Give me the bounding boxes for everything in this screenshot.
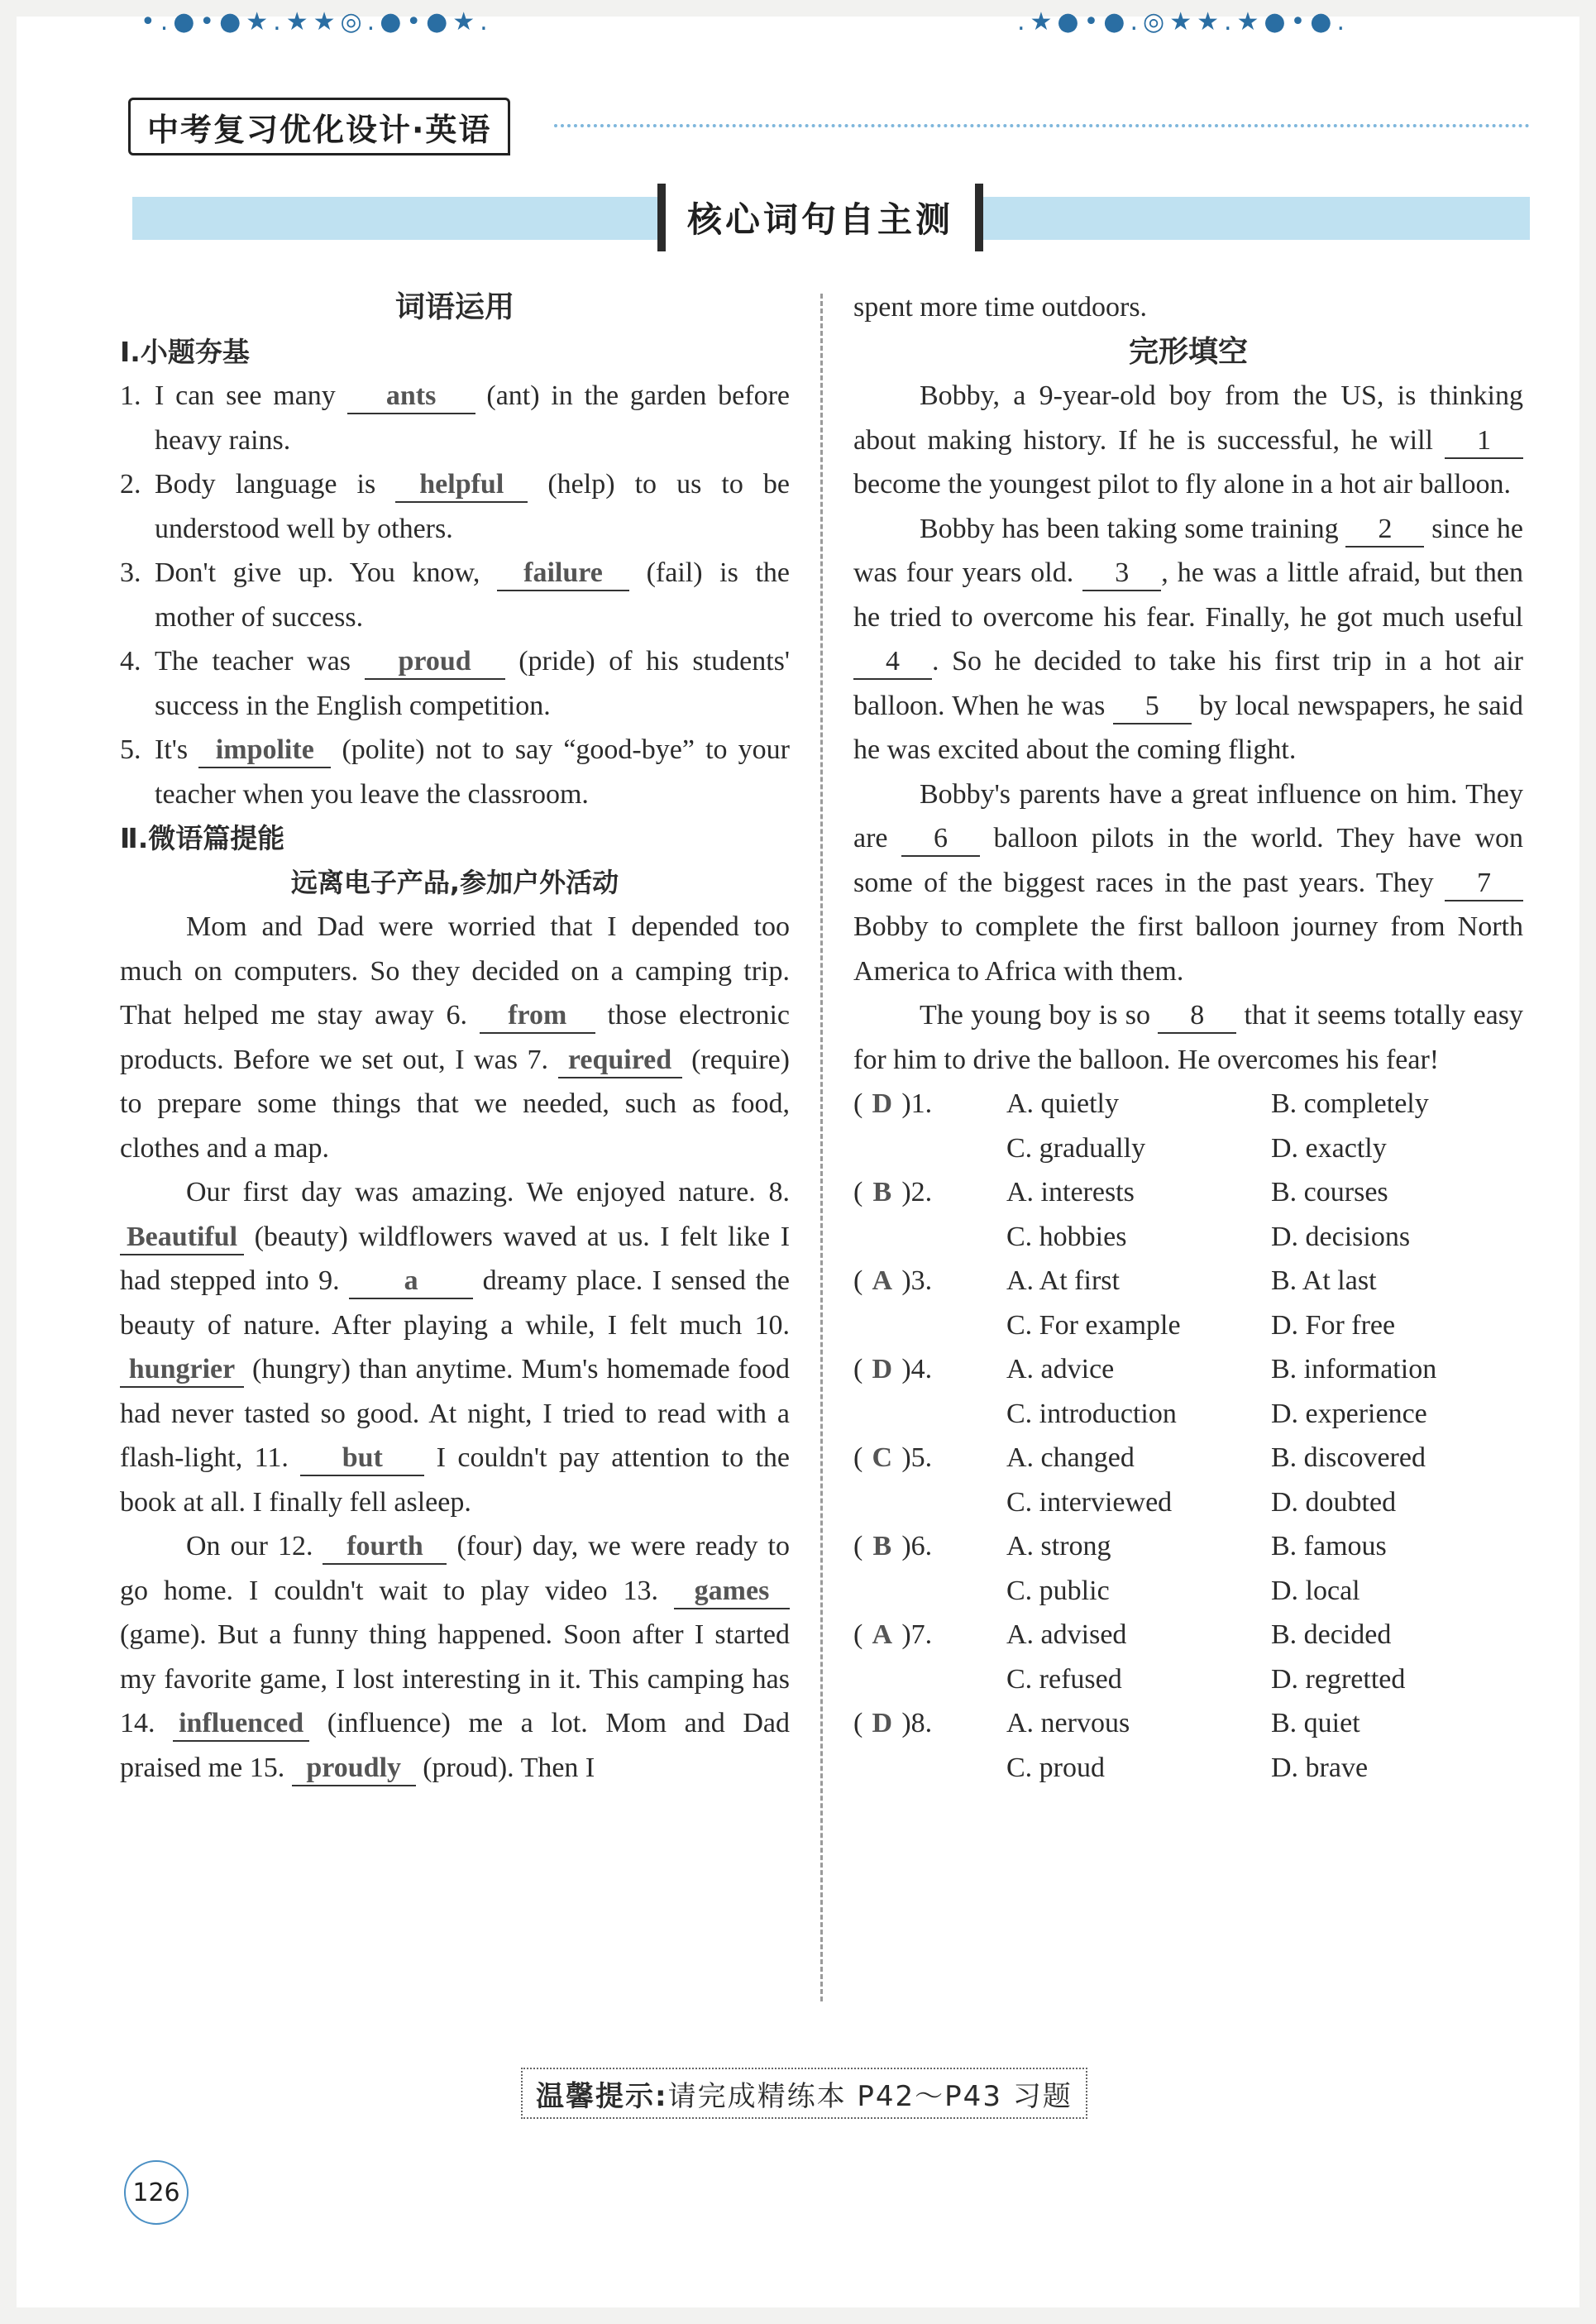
cloze-blank: 2: [1345, 513, 1424, 548]
cloze-paragraph: Bobby has been taking some training 2 since he was four years old. 3 , he was a little afraid, but then he tried to overcome his fear. Finally, he got much useful 4 . So he decided to take his first trip in a hot air balloon. When he was 5 by local newspapers, he said he was excited about the coming flight.: [853, 513, 1524, 765]
page-number: 126: [124, 2160, 189, 2225]
option-row: C. introduction D. experience: [1006, 1398, 1427, 1429]
cloze-paragraph: Bobby, a 9-year-old boy from the US, is thinking about making history. If he is successful, he will 1 become the youngest pilot to fly alone in a hot air balloon.: [853, 380, 1523, 500]
option-row: ( D )4. A. advice B. information: [853, 1347, 1523, 1392]
footer-tip: [521, 2068, 1087, 2119]
cloze-blank: 6: [901, 822, 980, 857]
answer-letter: C: [872, 1442, 893, 1473]
option-row: C. refused D. regretted: [1006, 1663, 1406, 1695]
cloze-blank: 5: [1113, 690, 1192, 724]
footer-label: 温馨提示:: [536, 2079, 668, 2113]
list-item: 5. It's impolite (polite) not to say “good-bye” to your teacher when you leave the classroom.: [120, 734, 791, 810]
option-row: C. For example D. For free: [1006, 1309, 1396, 1341]
answer-blank: games: [674, 1575, 790, 1609]
answer-letter: B: [872, 1177, 892, 1207]
answer-blank: proud: [365, 645, 505, 680]
cloze-blank: 4: [853, 645, 932, 680]
left-column: [120, 285, 790, 1790]
answer-blank: fourth: [323, 1530, 447, 1565]
header-dotted-line: [554, 124, 1530, 127]
part1-title: Ⅰ.小题夯基: [120, 335, 250, 368]
answer-letter: D: [872, 1354, 893, 1384]
list-item: 3. Don't give up. You know, failure (fail) is the mother of success.: [120, 557, 791, 633]
passage-paragraph: Our first day was amazing. We enjoyed nature. 8. Beautiful (beauty) wildflowers waved at us. I felt like I had stepped into 9. a dreamy place. I sensed the beauty of nature. After playing a while, I felt much 10. hungrier (hungry) than anytime. Mum's homemade food had never tasted so good. At night, I tried to read with a flash-light, 11. but I couldn't pay attention to the book at all. I finally fell asleep.: [120, 1177, 791, 1518]
answer-blank: a: [349, 1265, 473, 1299]
list-item: 4. The teacher was proud (pride) of his students' success in the English competition.: [120, 646, 790, 721]
answer-blank: impolite: [198, 734, 331, 768]
cloze-blank: 1: [1445, 424, 1523, 459]
answer-blank: ants: [347, 380, 475, 414]
option-row: C. interviewed D. doubted: [1006, 1486, 1397, 1518]
option-row: ( A )7. A. advised B. decided: [853, 1613, 1523, 1657]
option-row: C. proud D. brave: [1006, 1752, 1369, 1783]
answer-blank: required: [558, 1044, 682, 1078]
list-item: 1. I can see many ants (ant) in the garden before heavy rains.: [120, 380, 790, 456]
banner-left-decoration: •.●•●★.★★◎.●•●★.: [141, 7, 493, 36]
option-row: ( B )6. A. strong B. famous: [853, 1524, 1523, 1569]
option-row: C. public D. local: [1006, 1575, 1360, 1606]
answer-blank: proudly: [292, 1752, 416, 1786]
right-column: [853, 285, 1523, 1790]
footer-text: 请完成精练本 P42～P43 习题: [667, 2079, 1073, 2113]
cloze-title: 完形填空: [1128, 334, 1248, 369]
cloze-paragraph: The young boy is so 8 that it seems totally easy for him to drive the balloon. He overcomes his fear!: [853, 1000, 1523, 1075]
option-row: ( D )1. A. quietly B. completely: [853, 1082, 1523, 1126]
column-divider: [820, 294, 823, 2001]
banner-title: 核心词句自主测: [657, 184, 983, 251]
option-row: ( C )5. A. changed B. discovered: [853, 1436, 1523, 1480]
option-row: ( B )2. A. interests B. courses: [853, 1170, 1523, 1215]
cloze-blank: 7: [1445, 867, 1523, 901]
vocab-title: 词语运用: [394, 290, 514, 324]
list-item: 2. Body language is helpful (help) to us to be understood well by others.: [120, 469, 791, 544]
passage-paragraph: On our 12. fourth (four) day, we were ready to go home. I couldn't wait to play video 13. games (game). But a funny thing happened. Soon after I started my favorite game, I lost interesting in it. This camping has 14. influenced (influence) me a lot. Mom and Dad praised me 15. proudly (proud). Then I: [120, 1524, 790, 1790]
answer-blank: Beautiful: [120, 1221, 244, 1255]
answer-blank: failure: [497, 557, 629, 591]
answer-letter: A: [872, 1619, 893, 1650]
book-title: 中考复习优化设计·英语: [128, 98, 510, 155]
option-row: C. gradually D. exactly: [1006, 1132, 1387, 1164]
answer-blank: hungrier: [120, 1353, 244, 1388]
cloze-blank: 3: [1082, 557, 1161, 591]
answer-letter: A: [872, 1265, 893, 1296]
answer-blank: helpful: [395, 468, 528, 503]
option-row: ( A )3. A. At first B. At last: [853, 1259, 1523, 1303]
answer-letter: B: [872, 1531, 892, 1561]
cloze-paragraph: Bobby's parents have a great influence on him. They are 6 balloon pilots in the world. They have won some of the biggest races in the past years. They 7 Bobby to complete the first balloon journey from North America to Africa with them.: [853, 778, 1524, 987]
option-row: ( D )8. A. nervous B. quiet: [853, 1701, 1523, 1746]
passage-title: 远离电子产品,参加户外活动: [290, 866, 619, 898]
answer-blank: but: [300, 1442, 424, 1476]
continuation-text: spent more time outdoors.: [853, 292, 1148, 323]
answer-blank: influenced: [173, 1707, 309, 1742]
option-row: C. hobbies D. decisions: [1006, 1221, 1411, 1252]
part2-title: Ⅱ.微语篇提能: [120, 822, 285, 854]
passage-paragraph: Mom and Dad were worried that I depended too much on computers. So they decided on a camping trip. That helped me stay away 6. from those electronic products. Before we set out, I was 7. required (require) to prepare some things that we needed, such as food, clothes and a map.: [120, 911, 791, 1164]
banner-right-decoration: .★●•●.◎★★.★●•●.: [1017, 7, 1350, 36]
options-list: [853, 1082, 1523, 1790]
cloze-blank: 8: [1158, 999, 1236, 1034]
answer-blank: from: [480, 999, 595, 1034]
answer-letter: D: [872, 1708, 893, 1738]
answer-letter: D: [872, 1088, 893, 1119]
